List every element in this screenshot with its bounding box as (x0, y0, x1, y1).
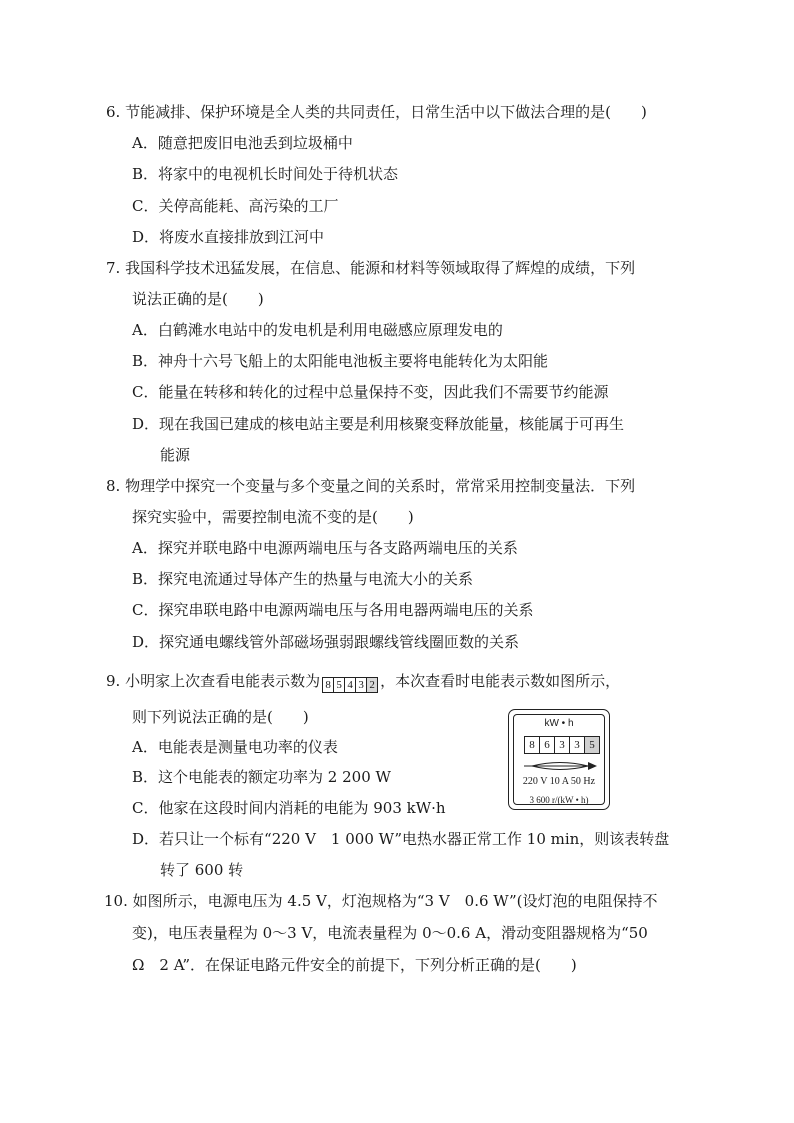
option-d (132, 414, 624, 434)
option-text: 随意把废旧电池丢到垃圾桶中 (157, 134, 353, 152)
question-9-stem (106, 671, 620, 693)
option-label: C． (132, 799, 159, 817)
option-text: 探究并联电路中电源两端电压与各支路两端电压的关系 (157, 539, 518, 557)
option-b (132, 569, 473, 589)
question-number: 8. (106, 477, 121, 495)
option-b (132, 351, 548, 371)
option-text: 探究通电螺线管外部磁场强弱跟螺线管线圈匝数的关系 (159, 633, 520, 651)
option-c (132, 798, 446, 818)
question-number: 10. (104, 892, 128, 910)
question-7-stem-line-2: 说法正确的是( ) (132, 290, 264, 308)
stem-text: 我国科学技术迅猛发展，在信息、能源和材料等领域取得了辉煌的成绩，下列 (125, 259, 636, 277)
option-label: B． (132, 165, 159, 183)
option-label: A． (132, 738, 158, 756)
option-label: A． (132, 539, 158, 557)
question-number: 7. (106, 259, 121, 277)
option-a (132, 737, 338, 757)
stem-text: 物理学中探究一个变量与多个变量之间的关系时，常常采用控制变量法．下列 (125, 477, 636, 495)
option-text: 若只让一个标有“220 V 1 000 W”电热水器正常工作 10 min，则该表转盘 (159, 830, 670, 848)
option-a (132, 320, 503, 340)
question-number: 9. (106, 672, 121, 690)
electricity-meter-figure (508, 709, 610, 810)
option-text: 电能表是测量电功率的仪表 (157, 738, 338, 756)
option-d (132, 829, 669, 849)
option-text: 现在我国已建成的核电站主要是利用核聚变释放能量，核能属于可再生 (159, 415, 625, 433)
question-10-stem (104, 891, 658, 911)
option-label: B． (132, 352, 159, 370)
option-text: 能量在转移和转化的过程中总量保持不变，因此我们不需要节约能源 (158, 383, 609, 401)
option-a (132, 538, 518, 558)
option-a (132, 133, 353, 153)
question-7-stem (106, 258, 635, 278)
digit: 4 (345, 678, 356, 692)
stem-text: 小明家上次查看电能表示数为 (125, 672, 321, 690)
stem-text: 如图所示，电源电压为 4.5 V，灯泡规格为“3 V 0.6 W”(设灯泡的电阻保持不 (132, 892, 658, 910)
option-text: 白鹤滩水电站中的发电机是利用电磁感应原理发电的 (157, 321, 503, 339)
option-d-line-2: 能源 (160, 446, 191, 464)
meter-face (513, 714, 605, 805)
question-number: 6. (106, 103, 121, 121)
option-text: 神舟十六号飞船上的太阳能电池板主要将电能转化为太阳能 (158, 352, 549, 370)
meter-spec-label: 220 V 10 A 50 Hz (522, 776, 596, 787)
option-label: D． (132, 228, 160, 246)
option-label: C． (132, 601, 159, 619)
option-d-line-2: 转了 600 转 (160, 861, 244, 879)
option-label: D． (132, 633, 160, 651)
option-label: B． (132, 768, 159, 786)
question-8-stem-line-2: 探究实验中，需要控制电流不变的是( ) (132, 508, 414, 526)
option-text: 他家在这段时间内消耗的电能为 903 kW·h (158, 799, 446, 817)
option-label: B． (132, 570, 159, 588)
question-10-stem-line-2: 变)，电压表量程为 0～3 V，电流表量程为 0～0.6 A，滑动变阻器规格为“50 (132, 924, 648, 942)
meter-digit: 5 (585, 737, 599, 753)
digit: 2 (367, 678, 377, 692)
option-text: 将家中的电视机长时间处于待机状态 (158, 165, 399, 183)
question-6-stem (106, 102, 647, 122)
digit: 8 (323, 678, 334, 692)
option-c (132, 382, 609, 402)
option-d (132, 227, 324, 247)
meter-rev-label: 3 600 r/(kW • h) (529, 795, 589, 805)
stem-text: ，本次查看时电能表示数如图所示， (380, 672, 621, 690)
option-label: A． (132, 134, 158, 152)
previous-meter-reading (322, 677, 378, 693)
option-c (132, 196, 339, 216)
question-10-stem-line-3: Ω 2 A”．在保证电路元件安全的前提下，下列分析正确的是( ) (132, 956, 577, 974)
option-c (132, 600, 534, 620)
option-text: 探究串联电路中电源两端电压与各用电器两端电压的关系 (158, 601, 534, 619)
question-8-stem (106, 476, 635, 496)
option-b (132, 164, 398, 184)
meter-digit: 3 (555, 737, 570, 753)
option-label: C． (132, 383, 159, 401)
option-label: D． (132, 415, 160, 433)
option-text: 探究电流通过导体产生的热量与电流大小的关系 (158, 570, 474, 588)
meter-digit: 3 (570, 737, 585, 753)
question-9-stem-line-2: 则下列说法正确的是( ) (132, 708, 309, 726)
digit: 3 (356, 678, 367, 692)
option-text: 这个电能表的额定功率为 2 200 W (158, 768, 391, 786)
option-b (132, 767, 391, 787)
option-label: D． (132, 830, 160, 848)
meter-unit-label: kW • h (544, 718, 574, 729)
option-label: A． (132, 321, 158, 339)
option-label: C． (132, 197, 159, 215)
rotating-disc-icon (522, 759, 600, 773)
meter-digit: 6 (540, 737, 555, 753)
meter-digit: 8 (525, 737, 540, 753)
option-text: 将废水直接排放到江河中 (159, 228, 325, 246)
meter-reading (524, 736, 600, 754)
option-text: 关停高能耗、高污染的工厂 (158, 197, 339, 215)
digit: 5 (334, 678, 345, 692)
stem-text: 节能减排、保护环境是全人类的共同责任，日常生活中以下做法合理的是( ) (125, 103, 647, 121)
option-d (132, 632, 519, 652)
